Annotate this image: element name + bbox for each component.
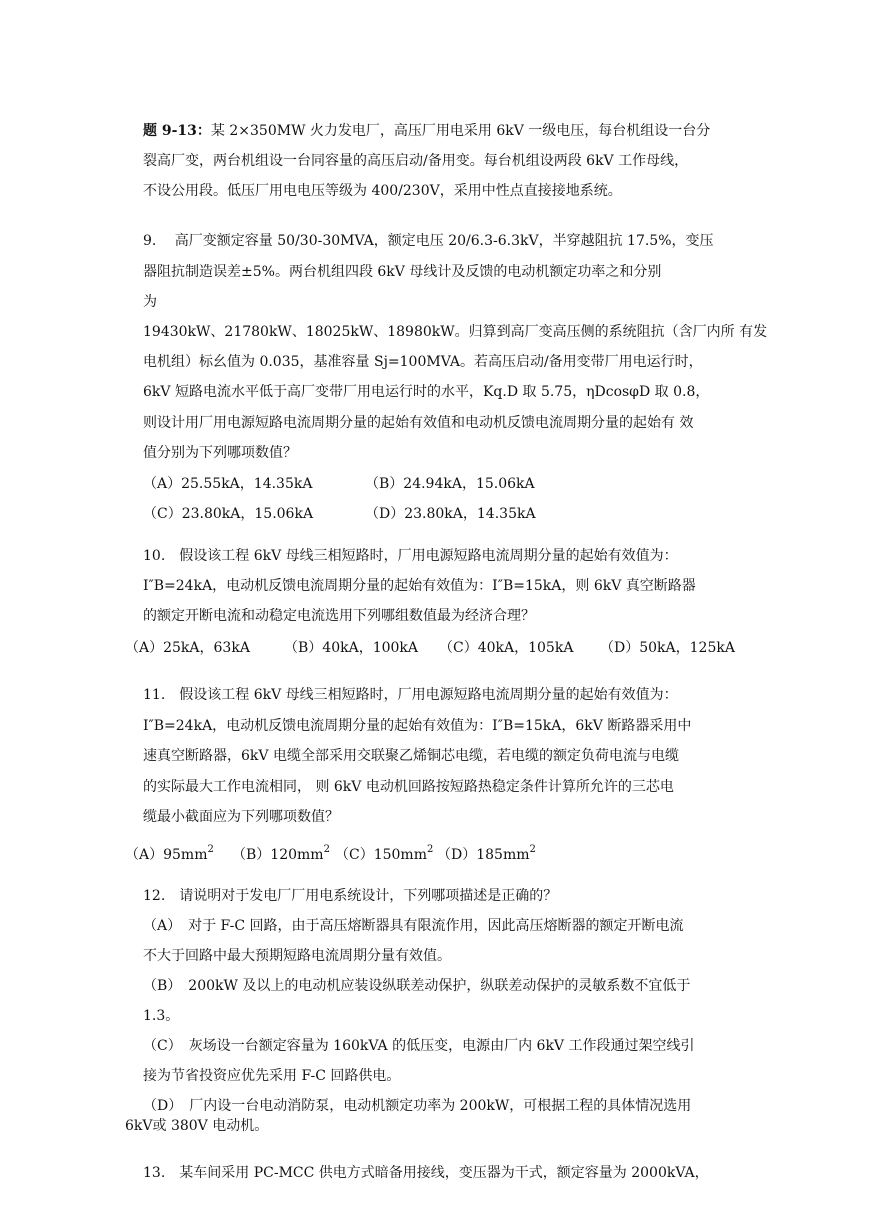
q11-option-b: $(B)120mm^2$: [232, 844, 330, 863]
q10-line-3: 的额定开断电流和动稳定电流选用下列哪组数值最为经济合理？: [143, 608, 535, 624]
q9-line-5: 电机组）标幺值为 0.035，基准容量 Sj=100MVA。若高压启动/备用变带厂用电运行时，: [143, 354, 703, 370]
q10-option-a: （A）25kA，63kA: [125, 640, 250, 656]
q9-line-3: 为: [143, 294, 157, 310]
q12-option-b-line-1: （B） 200kW 及以上的电动机应装设纵联差动保护，纵联差动保护的灵敏系数不宜低于: [143, 978, 691, 994]
q10-line-2: I″B=24kA，电动机反馈电流周期分量的起始有效值为：I″B=15kA，则 6kV 真空断路器: [143, 578, 696, 594]
intro-line-2: 裂高厂变，两台机组设一台同容量的高压启动/备用变。每台机组设两段 6kV 工作母线，: [143, 153, 689, 169]
q12-option-d-line-2: 6kV或 380V 电动机。: [125, 1118, 269, 1134]
q10-option-c: （C）40kA，105kA: [439, 640, 574, 656]
q9-option-c: （C）23.80kA，15.06kA: [143, 506, 314, 522]
q9-line-6: 6kV 短路电流水平低于高厂变带厂用电运行时的水平，Kq.D 取 5.75，ηDcosφD 取 0.8，: [143, 384, 710, 400]
intro-line-1: 题 9-13：某 2×350MW 火力发电厂，高压厂用电采用 6kV 一级电压，每台机组设一台分: [143, 123, 711, 139]
q11-line-1: 11. 假设该工程 6kV 母线三相短路时，厂用电源短路电流周期分量的起始有效值为：: [143, 687, 678, 703]
q9-option-b: （B）24.94kA，15.06kA: [365, 476, 535, 492]
q10-option-b: （B）40kA，100kA: [284, 640, 419, 656]
q12-option-c-line-1: （C） 灰场设一台额定容量为 160kVA 的低压变，电源由厂内 6kV 工作段通过架空线引: [143, 1038, 695, 1054]
q13-line-1: 13. 某车间采用 PC-MCC 供电方式暗备用接线，变压器为干式，额定容量为 2000kVA，: [143, 1165, 709, 1181]
q12-option-a-line-2: 不大于回路中最大预期短路电流周期分量有效值。: [143, 948, 451, 964]
q10-line-1: 10. 假设该工程 6kV 母线三相短路时，厂用电源短路电流周期分量的起始有效值为：: [143, 548, 678, 564]
q11-option-c: $(C)150mm^2$: [335, 844, 434, 863]
q11-line-3: 速真空断路器，6kV 电缆全部采用交联聚乙烯铜芯电缆，若电缆的额定负荷电流与电缆: [143, 748, 679, 764]
q12-line-1: 12. 请说明对于发电厂厂用电系统设计，下列哪项描述是正确的？: [143, 888, 558, 904]
q12-option-a-line-1: （A） 对于 F-C 回路，由于高压熔断器具有限流作用，因此高压熔断器的额定开断电流: [143, 918, 684, 934]
q12-option-c-line-2: 接为节省投资应优先采用 F-C 回路供电。: [143, 1068, 401, 1084]
q11-line-4: 的实际最大工作电流相同， 则 6kV 电动机回路按短路热稳定条件计算所允许的三芯电: [143, 779, 674, 795]
q12-option-d-line-1: （D） 厂内设一台电动消防泵，电动机额定功率为 200kW，可根据工程的具体情况选用: [143, 1098, 692, 1114]
q9-line-1: 9. 高厂变额定容量 50/30-30MVA，额定电压 20/6.3-6.3kV，半穿越阻抗 17.5%，变压: [143, 233, 714, 249]
q9-line-2: 器阻抗制造误差±5%。两台机组四段 6kV 母线计及反馈的电动机额定功率之和分别: [143, 264, 662, 280]
q11-line-2: I″B=24kA，电动机反馈电流周期分量的起始有效值为：I″B=15kA，6kV 断路器采用中: [143, 718, 692, 734]
q11-line-5: 缆最小截面应为下列哪项数值？: [143, 809, 339, 825]
q9-option-d: （D）23.80kA，14.35kA: [365, 506, 536, 522]
q9-line-4: 19430kW、21780kW、18025kW、18980kW。归算到高厂变高压侧的系统阻抗（含厂内所 有发: [143, 324, 768, 340]
q9-line-8: 值分别为下列哪项数值？: [143, 445, 297, 461]
question-group-label: 题 9-13：: [143, 123, 211, 139]
q10-option-d: （D）50kA，125kA: [600, 640, 735, 656]
q11-option-a: $(A)95mm^2$: [125, 844, 214, 863]
q9-option-a: （A）25.55kA，14.35kA: [143, 476, 313, 492]
q12-option-b-line-2: 1.3。: [143, 1008, 180, 1024]
intro-line-3: 不设公用段。低压厂用电电压等级为 400/230V，采用中性点直接接地系统。: [143, 183, 622, 199]
q9-line-7: 则设计用厂用电源短路电流周期分量的起始有效值和电动机反馈电流周期分量的起始有 效: [143, 415, 694, 431]
q11-option-d: $(D)185mm^2$: [437, 844, 536, 863]
